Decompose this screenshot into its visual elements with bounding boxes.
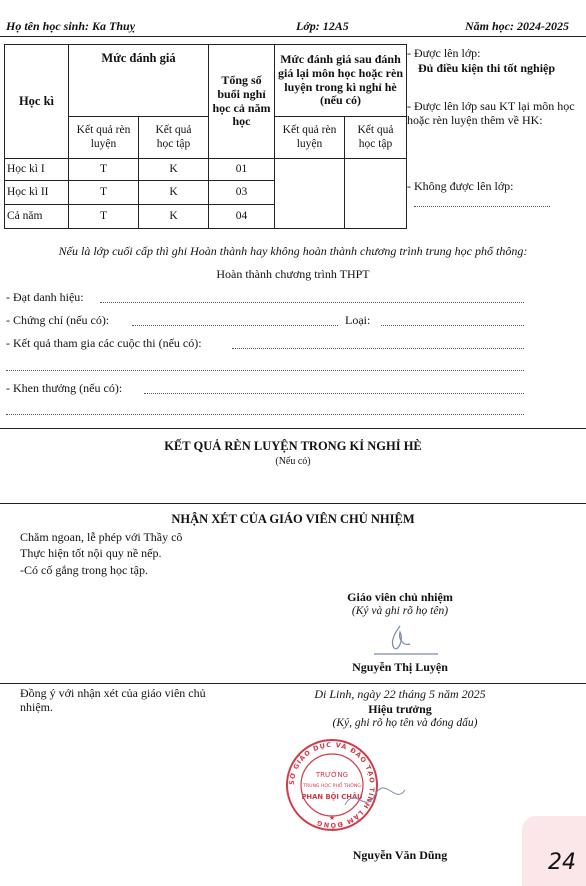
row-conduct: T — [69, 159, 139, 181]
col-assessment-header: Mức đánh giá — [69, 45, 209, 117]
completion-value: Hoàn thành chương trình THPT — [216, 267, 370, 281]
school-year: Năm học: 2024-2025 — [465, 19, 569, 33]
svg-text:PHAN BỘI CHÂU: PHAN BỘI CHÂU — [301, 793, 363, 801]
contest-label: - Kết quả tham gia các cuộc thi (nếu có): — [6, 336, 202, 350]
promoted-value: Đủ điều kiện thi tốt nghiệp — [418, 61, 556, 75]
principal-title: Hiệu trưởng — [368, 702, 432, 716]
place-date: Di Linh, ngày 22 tháng 5 năm 2025 — [314, 687, 486, 701]
completion-note: Nếu là lớp cuối cấp thì ghi Hoàn thành hay không hoàn thành chương trình trung học phổ thông: — [58, 244, 528, 258]
section-divider — [0, 503, 586, 504]
reward-label: - Khen thưởng (nếu có): — [6, 381, 123, 395]
principal-agree: Đồng ý với nhận xét của giáo viên chủ nhiệm. — [20, 686, 206, 714]
comment-line: Thực hiện tốt nội quy nề nếp. — [20, 546, 162, 560]
not-promoted-label: - Không được lên lớp: — [407, 179, 514, 193]
results-table — [4, 44, 407, 229]
certificate-label: - Chứng chỉ (nếu có): — [6, 313, 110, 327]
header-divider — [0, 36, 586, 37]
row-term: Học kì II — [5, 181, 69, 205]
col-absences-header: Tổng số buổi nghỉ học cả năm học — [209, 45, 275, 159]
summer-note: (Nếu có) — [275, 456, 311, 467]
teacher-name: Nguyễn Thị Luyện — [352, 660, 448, 674]
teacher-comment-title: NHẬN XÉT CỦA GIÁO VIÊN CHỦ NHIỆM — [171, 512, 415, 526]
summer-title: KẾT QUẢ RÈN LUYỆN TRONG KỈ NGHỈ HÈ — [164, 439, 422, 453]
promoted-label: - Được lên lớp: — [407, 46, 481, 60]
row-absences: 03 — [209, 181, 275, 205]
row-study: K — [139, 159, 209, 181]
table-row — [5, 159, 407, 181]
section-divider — [0, 683, 586, 684]
student-name: Họ tên học sinh: Ka Thuỵ — [6, 19, 136, 33]
principal-signature — [335, 775, 415, 825]
row-study: K — [139, 205, 209, 229]
svg-text:★: ★ — [328, 814, 336, 822]
reassess-study-cell — [345, 159, 407, 229]
reassess-conduct-cell — [275, 159, 345, 229]
comment-line: Chăm ngoan, lễ phép với Thầy cô — [20, 530, 183, 544]
col-conduct-header: Kết quả rèn luyện — [69, 117, 139, 159]
certificate-type-label: Loại: — [345, 313, 371, 327]
principal-sign-note: (Ký, ghi rõ họ tên và đóng dấu) — [332, 717, 478, 729]
teacher-signature — [360, 620, 440, 662]
col-study-header: Kết quả học tập — [139, 117, 209, 159]
reward-dots — [144, 393, 524, 394]
reward-dots-2 — [6, 414, 524, 415]
col-reassess-conduct-header: Kết quả rèn luyện — [275, 117, 345, 159]
contest-dots — [232, 348, 524, 349]
svg-text:TRƯỜNG: TRƯỜNG — [315, 771, 349, 779]
teacher-sign-title: Giáo viên chủ nhiệm — [347, 590, 453, 604]
promoted-after-retest: - Được lên lớp sau KT lại môn học hoặc rèn luyện thêm về HK: — [407, 99, 575, 127]
title-award-label: - Đạt danh hiệu: — [6, 290, 84, 304]
teacher-sign-note: (Ký và ghi rõ họ tên) — [351, 605, 449, 617]
certificate-dots — [132, 325, 338, 326]
col-reassess-study-header: Kết quả học tập — [345, 117, 407, 159]
col-reassess-header: Mức đánh giá sau đánh giá lại môn học hoặc rèn luyện trong kì nghỉ hè (nếu có) — [275, 45, 407, 117]
page-number: 24 — [548, 850, 576, 875]
row-term: Cả năm — [5, 205, 69, 229]
row-study: K — [139, 181, 209, 205]
svg-text:SỞ GIÁO DỤC VÀ ĐÀO TẠO TỈNH LÂ: SỞ GIÁO DỤC VÀ ĐÀO TẠO TỈNH LÂM ĐỒNG — [287, 740, 377, 830]
row-conduct: T — [69, 205, 139, 229]
row-absences: 04 — [209, 205, 275, 229]
svg-text:TRUNG HỌC PHỔ THÔNG: TRUNG HỌC PHỔ THÔNG — [303, 784, 361, 789]
principal-name: Nguyễn Văn Dũng — [352, 848, 448, 862]
comment-line: -Có cố gắng trong học tập. — [20, 563, 148, 577]
title-award-dots — [100, 302, 524, 303]
section-divider — [0, 428, 586, 429]
row-term: Học kì I — [5, 159, 69, 181]
certificate-type-dots — [381, 325, 524, 326]
col-term-header: Học kì — [5, 45, 69, 159]
class-label: Lớp: 12A5 — [296, 19, 349, 33]
row-absences: 01 — [209, 159, 275, 181]
contest-dots-2 — [6, 370, 524, 371]
not-promoted-dots — [414, 206, 550, 207]
row-conduct: T — [69, 181, 139, 205]
